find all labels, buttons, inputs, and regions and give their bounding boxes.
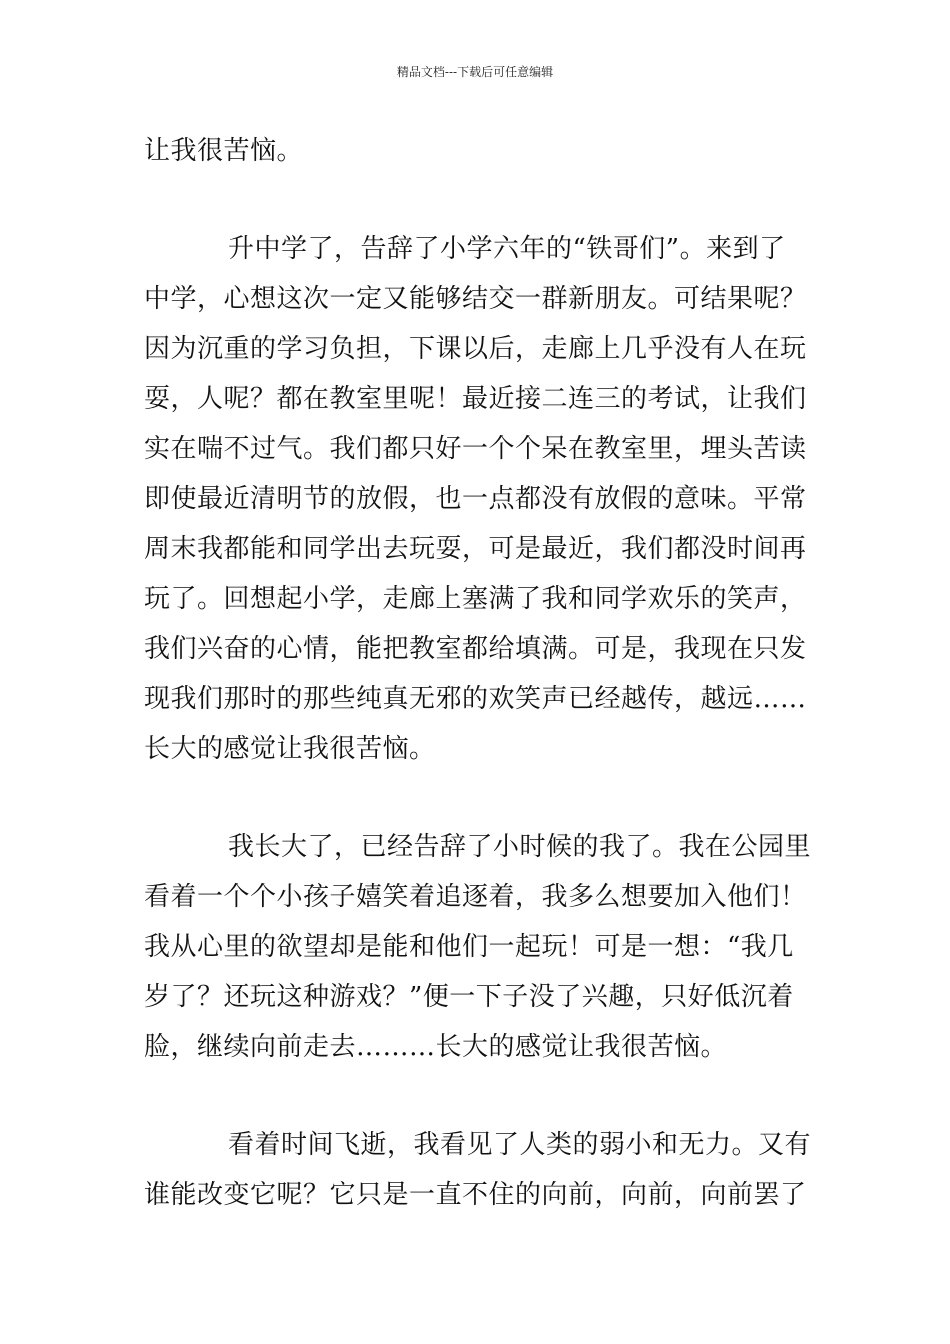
text-line: 谁能改变它呢？它只是一直不住的向前，向前，向前罢了 [144,1180,807,1210]
text-line: 让我很苦恼。 [144,136,304,166]
text-line: 我们兴奋的心情，能把教室都给填满。可是，我现在只发 [144,634,807,664]
text-line: 我长大了，已经告辞了小时候的我了。我在公园里 [228,832,812,862]
text-line: 实在喘不过气。我们都只好一个个呆在教室里，埋头苦读 [144,434,807,464]
page-header: 精品文档---下载后可任意编辑 [396,65,554,79]
text-line: 脸，继续向前走去………长大的感觉让我很苦恼。 [144,1032,728,1062]
text-line: 因为沉重的学习负担，下课以后，走廊上几乎没有人在玩 [144,334,807,364]
text-line: 看着时间飞逝，我看见了人类的弱小和无力。又有 [228,1130,812,1160]
text-line: 玩了。回想起小学，走廊上塞满了我和同学欢乐的笑声， [144,584,807,614]
text-line: 看着一个个小孩子嬉笑着追逐着，我多么想要加入他们！ [144,882,807,912]
text-line: 周末我都能和同学出去玩耍，可是最近，我们都没时间再 [144,534,807,564]
text-line: 长大的感觉让我很苦恼。 [144,734,436,764]
text-line: 我从心里的欲望却是能和他们一起玩！可是一想：“我几 [144,932,794,962]
text-line: 现我们那时的那些纯真无邪的欢笑声已经越传，越远…… [144,684,807,714]
text-line: 岁了？还玩这种游戏？”便一下子没了兴趣，只好低沉着 [144,982,794,1012]
text-line: 耍，人呢？都在教室里呢！最近接二连三的考试，让我们 [144,384,807,414]
text-line: 中学，心想这次一定又能够结交一群新朋友。可结果呢？ [144,284,807,314]
text-line: 升中学了，告辞了小学六年的“铁哥们”。来到了 [228,234,786,264]
text-line: 即使最近清明节的放假，也一点都没有放假的意味。平常 [144,484,807,514]
